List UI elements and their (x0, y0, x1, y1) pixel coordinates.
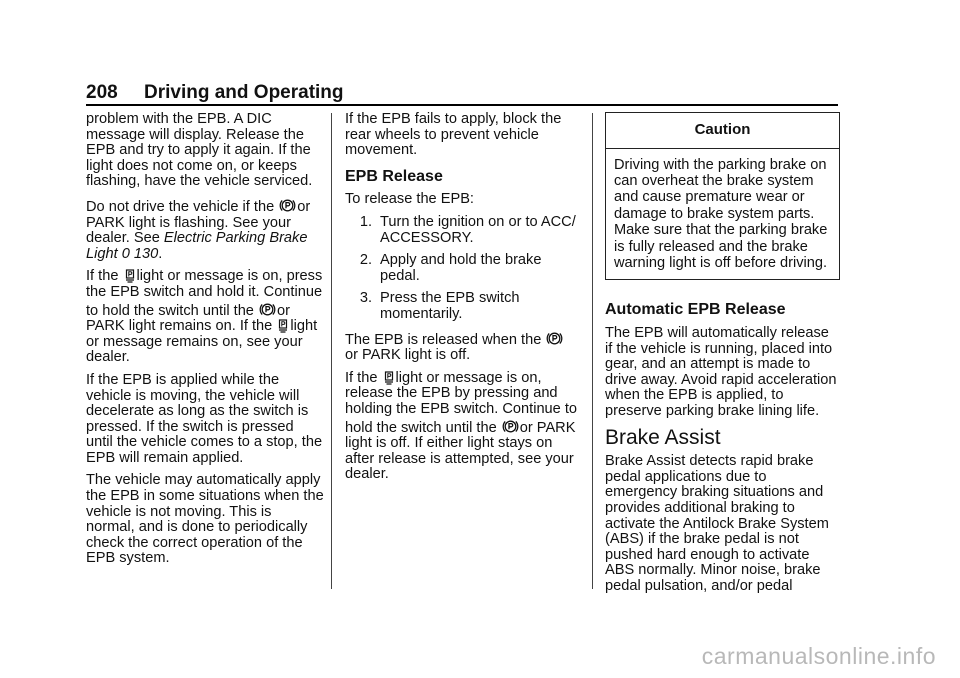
caution-body: Driving with the parking brake on can overheat the brake system and cause premature wear or damage to brake system parts. Make sure that the parking brake is fully released and the brake warning light is off before driving. (614, 156, 828, 272)
page-number: 208 (86, 82, 118, 103)
caution-title: Caution (606, 113, 839, 149)
parking-brake-icon (259, 301, 276, 318)
text-run: Do not drive the vehicle if the (86, 198, 279, 215)
parking-brake-icon (546, 330, 563, 347)
list-item (345, 215, 580, 246)
section-title: Driving and Operating (144, 82, 344, 103)
text-run: If the (345, 369, 382, 386)
paragraph: If the EPB fails to apply, block the rear wheels to prevent vehicle movement. (345, 111, 562, 159)
service-parking-brake-icon (383, 371, 395, 385)
section-heading: Brake Assist (605, 425, 721, 449)
text-run: light or message remains on, see your dealer. (86, 318, 318, 366)
watermark: carmanualsonline.info (701, 643, 936, 669)
text-run: If the (86, 268, 123, 285)
text-run: or PARK light is off. (345, 347, 471, 364)
caution-box (605, 112, 840, 280)
list-item (345, 291, 580, 322)
page-reference-arrow: 0 (121, 245, 130, 262)
section-heading: EPB Release (345, 167, 443, 185)
step-number: 3. (359, 290, 372, 307)
paragraph: problem with the EPB. A DIC message will display. Release the EPB and try to apply it again. If the light does not come on, or keeps flashing, have the vehicle serviced. (86, 111, 313, 190)
step-text: Apply and hold the brake pedal. (380, 252, 542, 284)
paragraph (86, 269, 324, 366)
steps-list (345, 215, 580, 323)
column-1 (86, 112, 324, 574)
text-run: or PARK light is off. If either light stays on after release is attempted, see your dealer. (345, 419, 576, 483)
column-3 (605, 112, 840, 602)
section-heading: Automatic EPB Release (605, 301, 786, 319)
reference-title: Electric Parking Brake Light (86, 230, 308, 262)
text-run: The EPB is released when the (345, 331, 546, 348)
step-text: Press the EPB switch momentarily. (380, 290, 520, 322)
text-run: or PARK light is flashing. See your dealer. See (86, 198, 311, 247)
parking-brake-icon (502, 418, 519, 435)
paragraph: Brake Assist detects rapid brake pedal applications due to emergency braking situations and provides additional braking to activate the Antilock Brake System (ABS) if the brake pedal is not pushed hard enough to activate ABS normally. Minor noise, brake pedal pulsation, and/or pedal (605, 453, 829, 594)
text-run: . (158, 245, 163, 262)
parking-brake-icon (279, 197, 296, 214)
step-number: 1. (359, 213, 372, 230)
paragraph: If the EPB is applied while the vehicle is moving, the vehicle will decelerate as long as the switch is pressed. If the switch is pressed until the vehicle comes to a stop, the EPB will remain applied. (86, 371, 323, 466)
paragraph: To release the EPB: (345, 191, 474, 208)
paragraph (345, 330, 580, 364)
service-parking-brake-icon (124, 269, 136, 283)
step-number: 2. (359, 252, 372, 269)
step-text: Turn the ignition on or to ACC/ ACCESSORY. (380, 213, 576, 246)
service-parking-brake-icon (277, 319, 289, 333)
column-divider (592, 113, 593, 589)
column-2 (345, 112, 580, 490)
paragraph: The EPB will automatically release if the vehicle is running, placed into gear, and an attempt is made to drive away. Avoid rapid acceleration when the EPB is applied, to preserve parking brake lining life. (605, 325, 837, 419)
list-item (345, 253, 580, 284)
text-run: light or message is on, release the EPB by pressing and holding the EPB switch. Continue to hold the switch until the (345, 369, 578, 436)
column-divider (331, 113, 332, 589)
reference-page: 130 (133, 245, 159, 262)
paragraph (86, 197, 324, 262)
text-run: light or message is on, press the EPB switch and hold it. Continue to hold the switch until the (86, 268, 323, 319)
paragraph (345, 371, 580, 483)
text-run: or PARK light remains on. If the (86, 302, 290, 335)
header-rule (86, 104, 838, 106)
page-header (86, 82, 344, 104)
paragraph: The vehicle may automatically apply the EPB in some situations when the vehicle is not moving. This is normal, and is done to periodically check the correct operation of the EPB system. (86, 472, 324, 567)
